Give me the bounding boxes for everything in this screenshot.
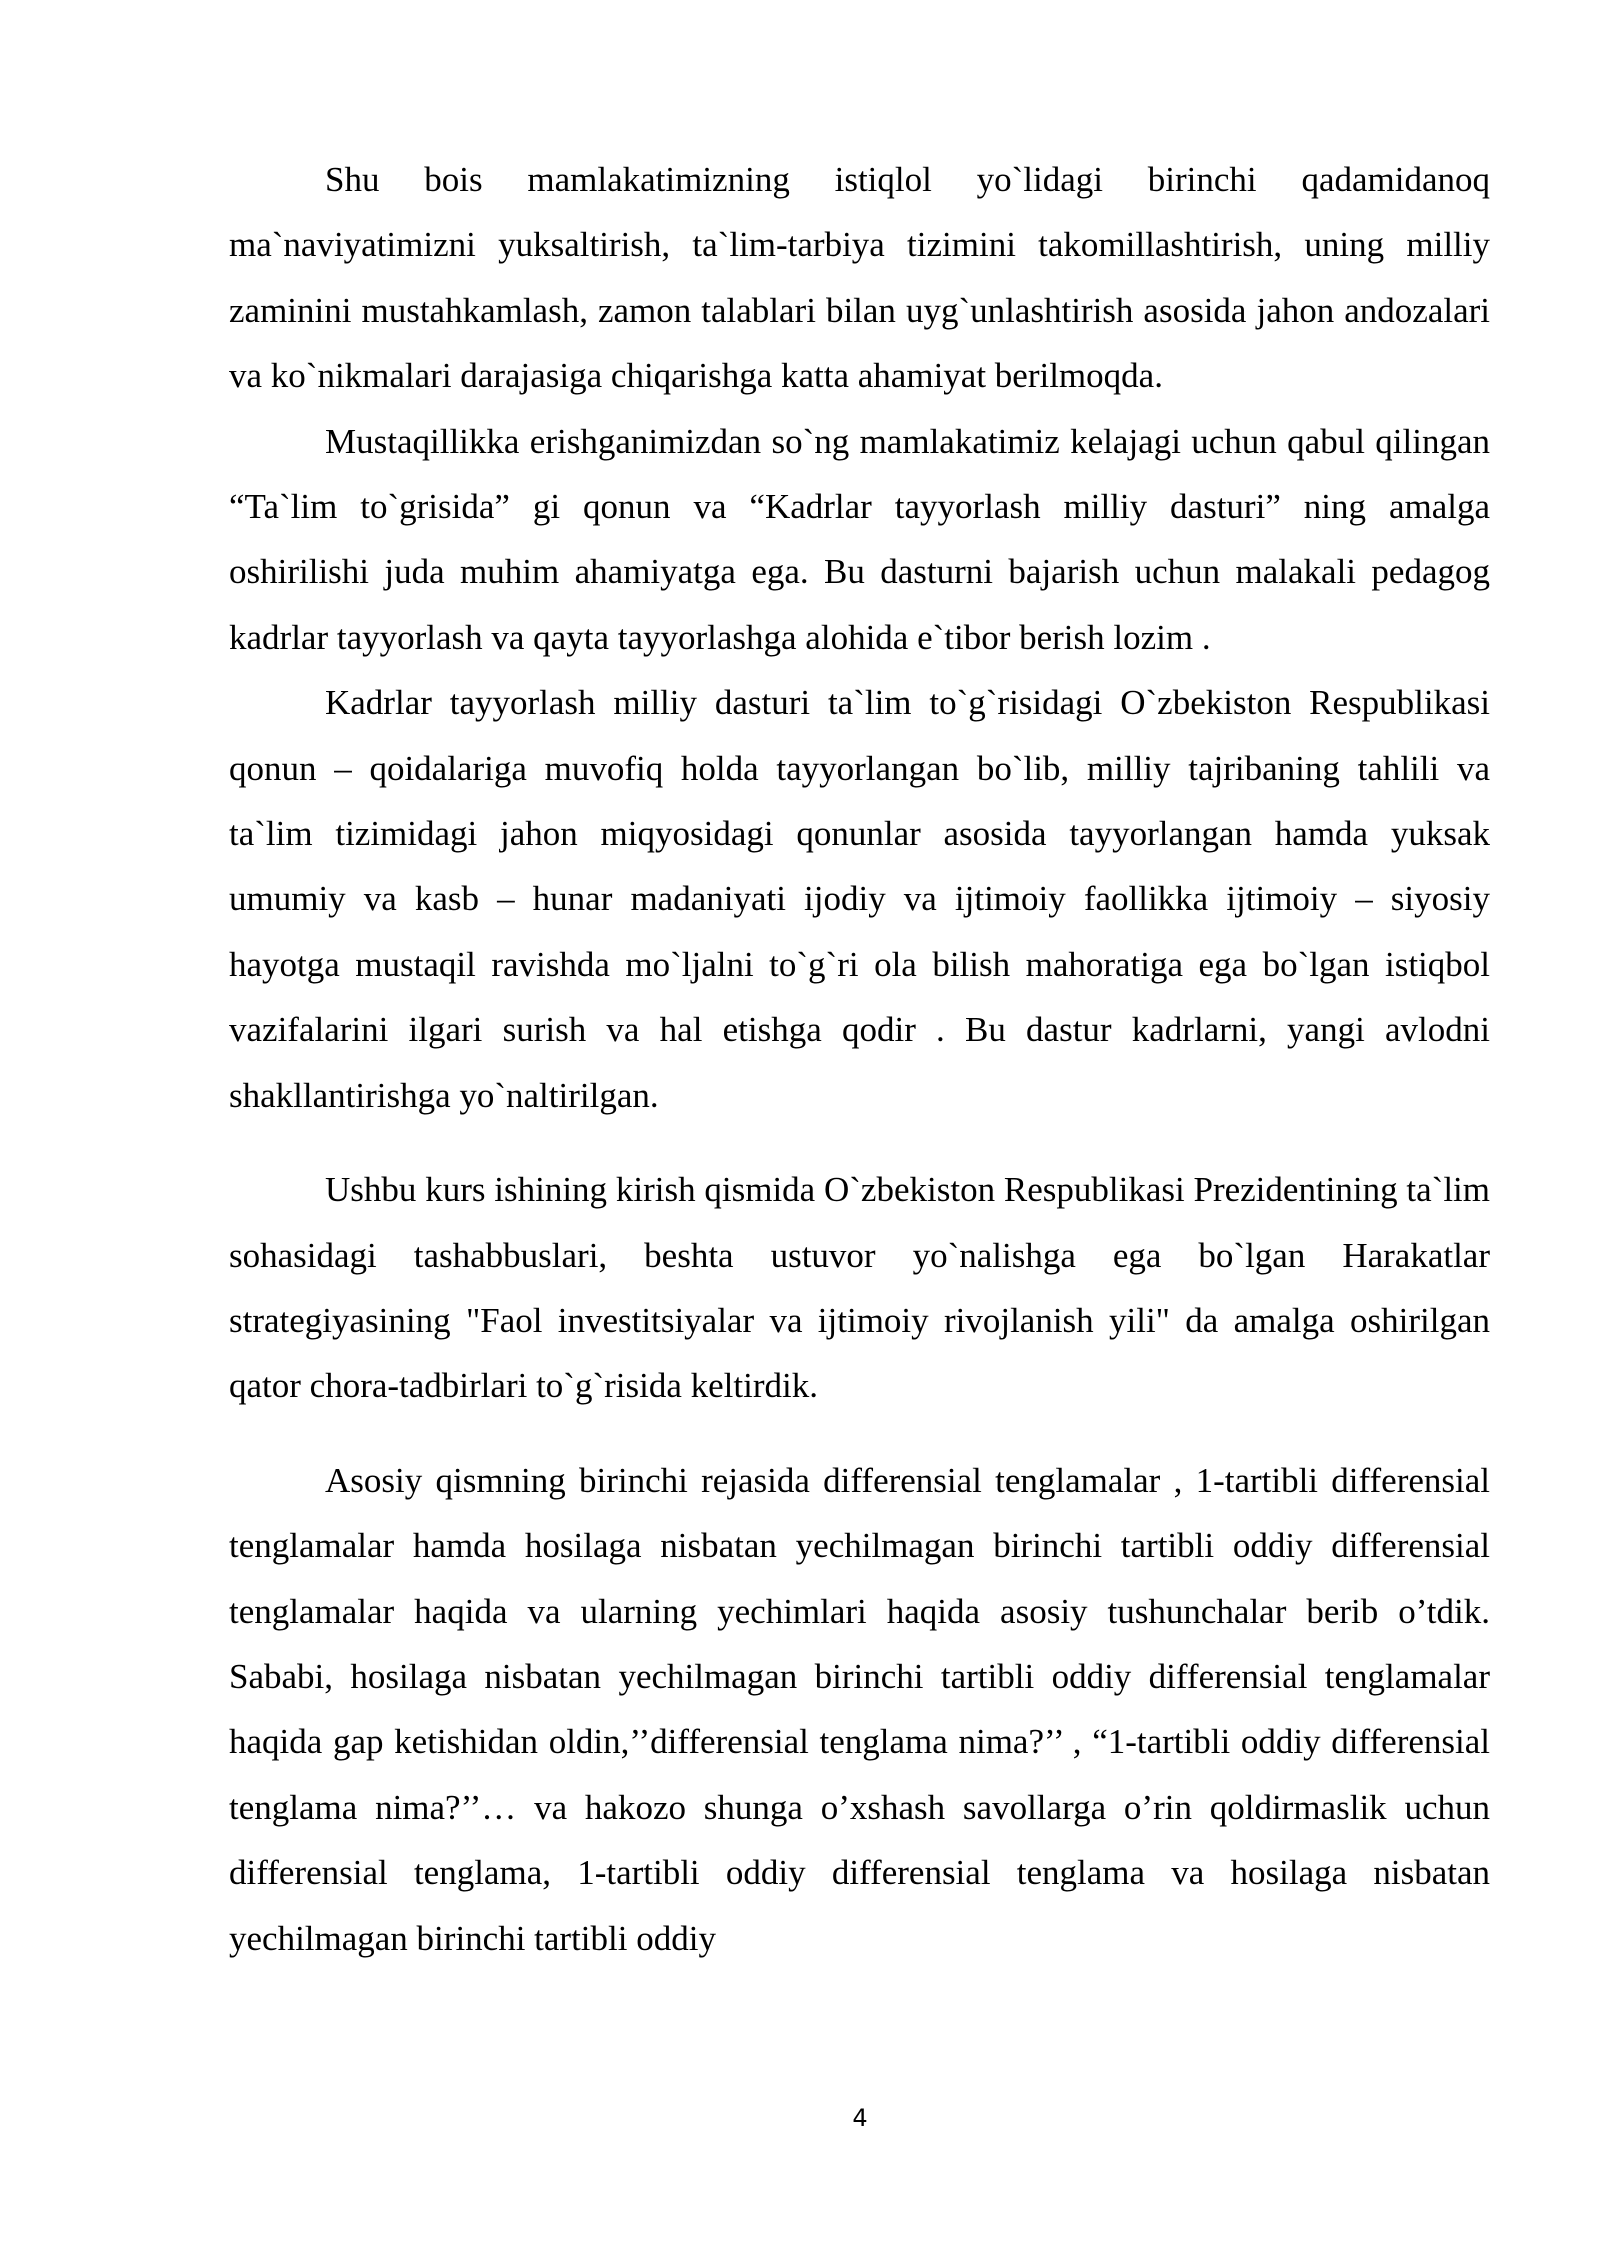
page-number: 4 (852, 2104, 868, 2132)
paragraph-1: Shu bois mamlakatimizning istiqlol yo`lidagi birinchi qadamidanoq ma`naviyatimizni yuksaltirish, ta`lim-tarbiya tizimini takomillashtirish, uning milliy zaminini mustahkamlash, zamon talablari bilan uyg`unlashtirish asosida jahon andozalari va ko`nikmalari darajasiga chiqarishga katta ahamiyat berilmoqda. (229, 160, 1490, 396)
body-text (229, 147, 1490, 1971)
paragraph-5: Asosiy qismning birinchi rejasida differensial tenglamalar , 1-tartibli differensial tenglamalar hamda hosilaga nisbatan yechilmagan birinchi tartibli oddiy differensial tenglamalar haqida va ularning yechimlari haqida asosiy tushunchalar berib o’tdik. Sababi, hosilaga nisbatan yechilmagan birinchi tartibli oddiy differensial tenglamalar haqida gap ketishidan oldin,’’differensial tenglama nima?’’ , “1-tartibli oddiy differensial tenglama nima?’’… va hakozo shunga o’xshash savollarga o’rin qoldirmaslik uchun differensial tenglama, 1-tartibli oddiy differensial tenglama va hosilaga nisbatan yechilmagan birinchi tartibli oddiy (229, 1460, 1490, 1958)
paragraph-3: Kadrlar tayyorlash milliy dasturi ta`lim to`g`risidagi O`zbekiston Respublikasi qonun – qoidalariga muvofiq holda tayyorlangan bo`lib, milliy tajribaning tahlili va ta`lim tizimidagi jahon miqyosidagi qonunlar asosida tayyorlangan hamda yuksak umumiy va kasb – hunar madaniyati ijodiy va ijtimoiy faollikka ijtimoiy – siyosiy hayotga mustaqil ravishda mo`ljalni to`g`ri ola bilish mahoratiga ega bo`lgan istiqbol vazifalarini ilgari surish va hal etishga qodir . Bu dastur kadrlarni, yangi avlodni shakllantirishga yo`naltirilgan. (229, 683, 1490, 1115)
paragraph-2: Mustaqillikka erishganimizdan so`ng mamlakatimiz kelajagi uchun qabul qilingan “Ta`lim to`grisida” gi qonun va “Kadrlar tayyorlash milliy dasturi” ning amalga oshirilishi juda muhim ahamiyatga ega. Bu dasturni bajarish uchun malakali pedagog kadrlar tayyorlash va qayta tayyorlashga alohida e`tibor berish lozim . (229, 421, 1490, 657)
paragraph-4: Ushbu kurs ishining kirish qismida O`zbekiston Respublikasi Prezidentining ta`lim sohasidagi tashabbuslari, beshta ustuvor yo`nalishga ega bo`lgan Harakatlar strategiyasining "Faol investitsiyalar va ijtimoiy rivojlanish yili" da amalga oshirilgan qator chora-tadbirlari to`g`risida keltirdik. (229, 1170, 1490, 1406)
